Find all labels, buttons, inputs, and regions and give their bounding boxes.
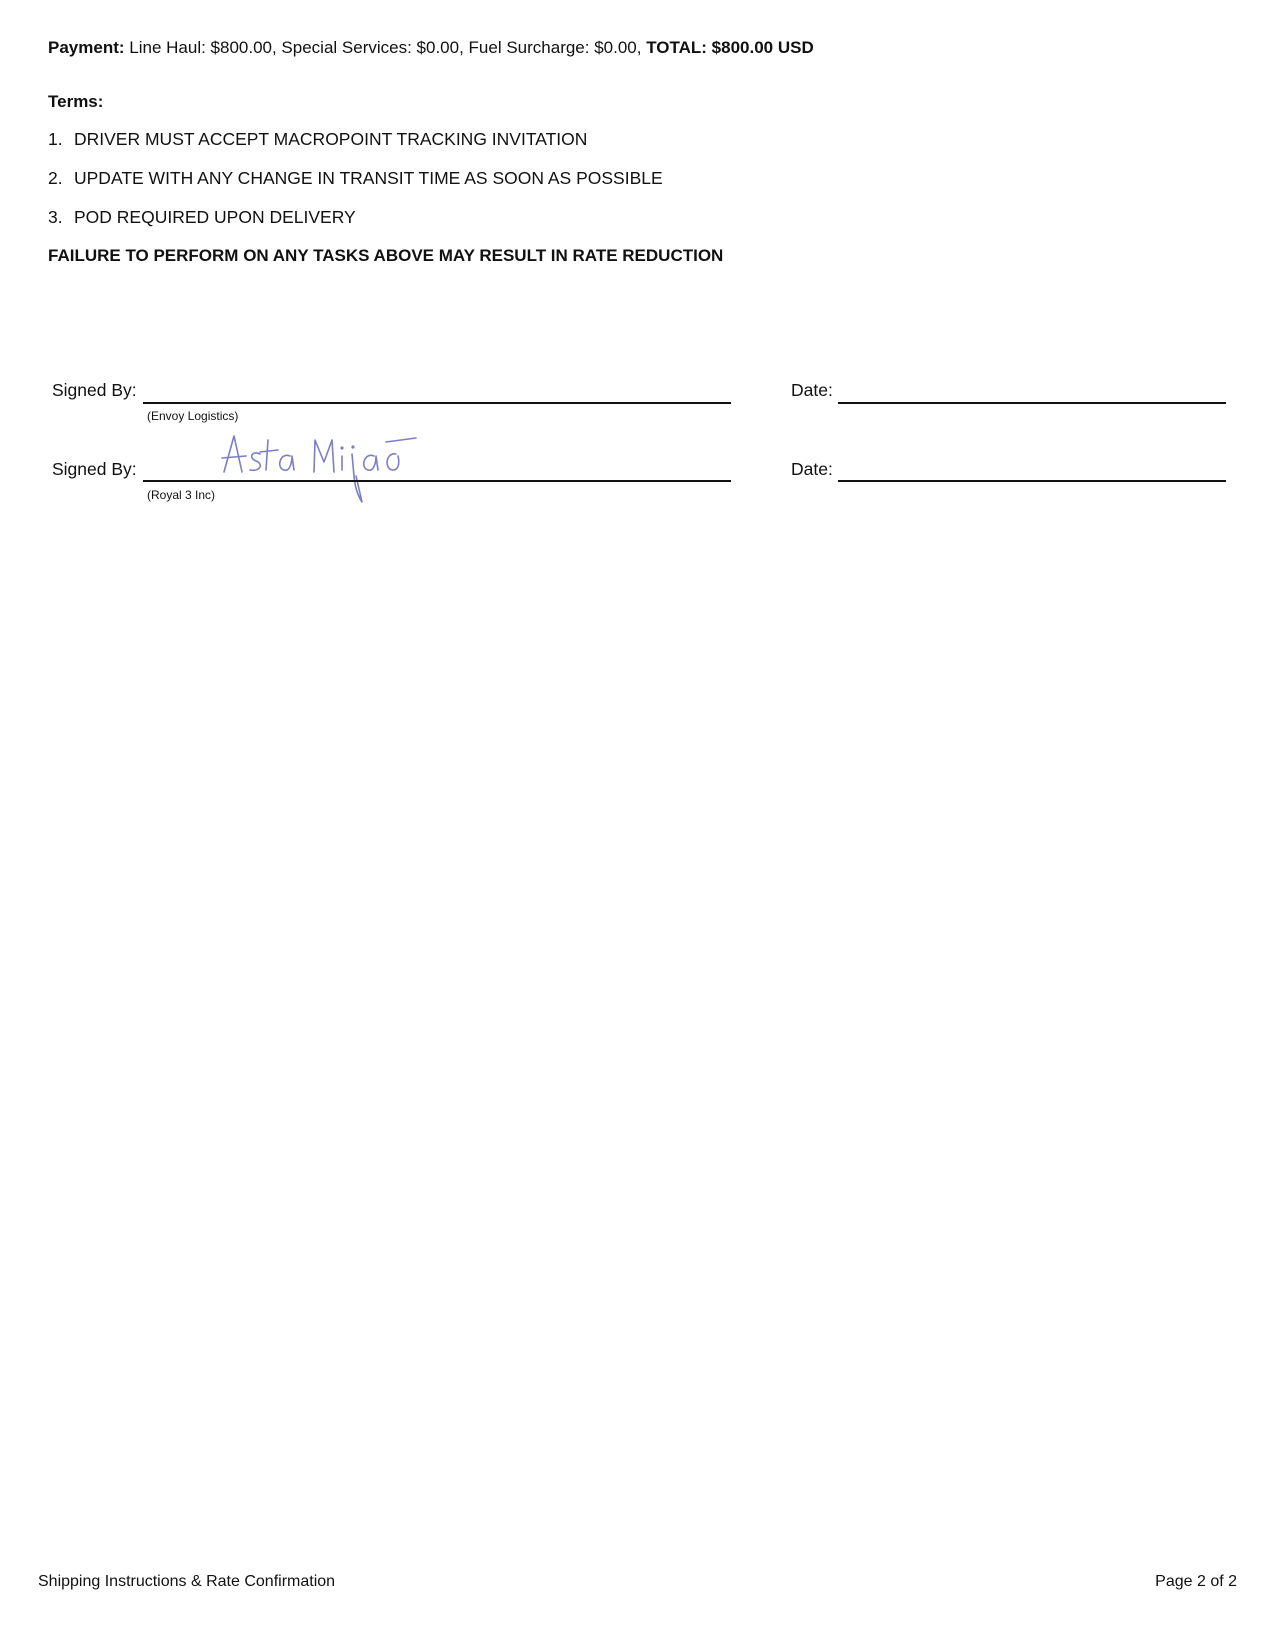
- footer-page-number: Page 2 of 2: [1155, 1573, 1237, 1590]
- term-number: 3.: [48, 207, 63, 227]
- payment-details: Line Haul: $800.00, Special Services: $0.00, Fuel Surcharge: $0.00,: [129, 38, 642, 57]
- handwritten-signature: [220, 432, 420, 504]
- term-text: UPDATE WITH ANY CHANGE IN TRANSIT TIME AS SOON AS POSSIBLE: [74, 168, 663, 188]
- term-number: 2.: [48, 168, 63, 188]
- date-line-royal[interactable]: [838, 480, 1226, 482]
- signature-line-royal[interactable]: [143, 480, 731, 482]
- signed-by-label: Signed By:: [52, 459, 137, 479]
- term-number: 1.: [48, 129, 63, 149]
- term-text: DRIVER MUST ACCEPT MACROPOINT TRACKING INVITATION: [74, 129, 588, 149]
- terms-heading: Terms:: [48, 92, 104, 111]
- footer-document-title: Shipping Instructions & Rate Confirmation: [38, 1573, 336, 1590]
- rate-reduction-warning: FAILURE TO PERFORM ON ANY TASKS ABOVE MAY RESULT IN RATE REDUCTION: [48, 246, 724, 265]
- signed-by-label: Signed By:: [52, 380, 137, 400]
- date-label: Date:: [791, 459, 833, 479]
- signature-line-envoy[interactable]: [143, 402, 731, 404]
- term-item: [48, 129, 587, 150]
- signer-party-royal: (Royal 3 Inc): [147, 488, 216, 502]
- signer-party-envoy: (Envoy Logistics): [147, 409, 239, 423]
- date-line-envoy[interactable]: [838, 402, 1226, 404]
- payment-label: Payment:: [48, 38, 125, 57]
- date-label: Date:: [791, 380, 833, 400]
- term-item: [48, 207, 356, 228]
- term-item: [48, 168, 663, 189]
- payment-total: TOTAL: $800.00 USD: [646, 38, 814, 57]
- term-text: POD REQUIRED UPON DELIVERY: [74, 207, 356, 227]
- payment-summary: [48, 38, 814, 58]
